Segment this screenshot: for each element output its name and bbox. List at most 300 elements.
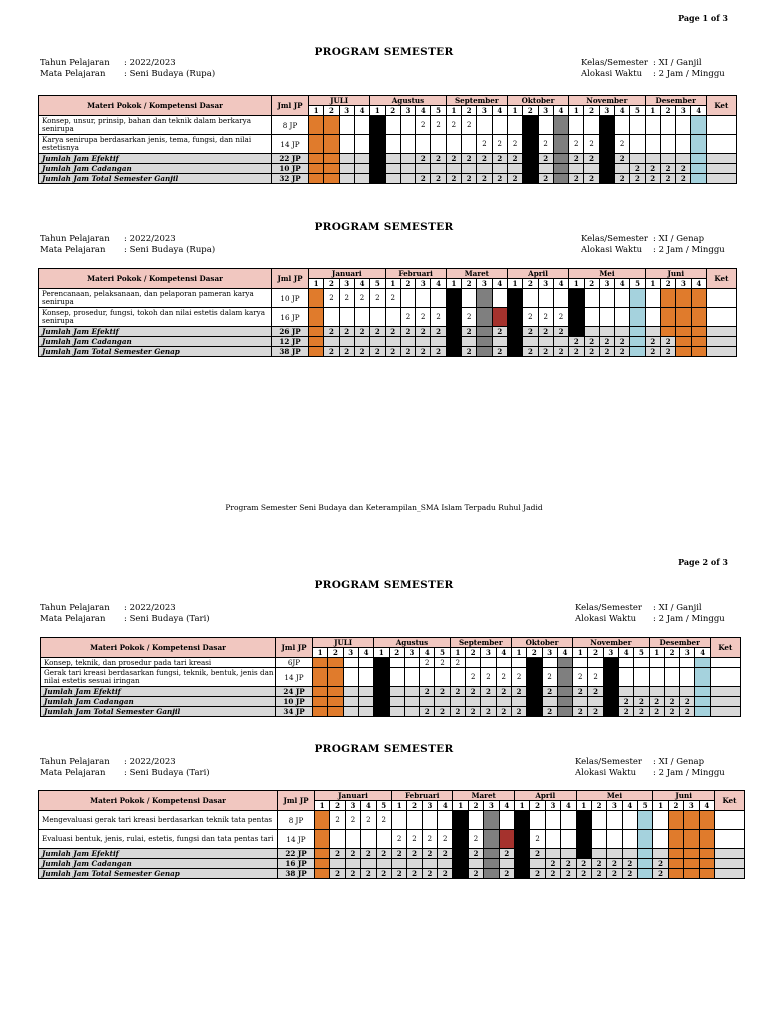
week-cell: 2 xyxy=(561,859,576,869)
header-week: 1 xyxy=(573,648,588,658)
week-cell xyxy=(431,289,446,308)
week-cell: 2 xyxy=(345,849,360,859)
week-cell xyxy=(420,697,435,707)
week-cell: 2 xyxy=(538,174,553,184)
week-cell xyxy=(527,687,542,697)
week-cell xyxy=(615,289,630,308)
table-row xyxy=(39,830,745,849)
row-ket xyxy=(706,327,736,337)
week-cell xyxy=(343,658,358,668)
week-cell xyxy=(660,116,675,135)
week-cell xyxy=(569,327,584,337)
header-week: 5 xyxy=(638,801,653,811)
header-month: Juni xyxy=(645,269,706,279)
week-cell xyxy=(477,308,492,327)
week-cell: 2 xyxy=(523,327,538,337)
header-month: Maret xyxy=(446,269,507,279)
week-cell: 2 xyxy=(422,869,437,879)
header-ket: Ket xyxy=(714,791,744,811)
week-cell: 2 xyxy=(420,707,435,717)
header-week: 2 xyxy=(324,106,339,116)
week-cell xyxy=(638,811,653,830)
week-cell xyxy=(591,830,606,849)
week-cell: 2 xyxy=(538,308,553,327)
week-cell xyxy=(661,308,676,327)
header-month: November xyxy=(573,638,649,648)
week-cell xyxy=(676,308,691,327)
week-cell xyxy=(607,849,622,859)
week-cell: 2 xyxy=(407,830,422,849)
week-cell xyxy=(328,697,343,707)
week-cell: 2 xyxy=(492,154,507,164)
week-cell xyxy=(328,668,343,687)
week-cell: 2 xyxy=(630,164,645,174)
week-cell: 2 xyxy=(492,327,507,337)
week-cell xyxy=(309,135,324,154)
week-cell xyxy=(557,707,572,717)
week-cell xyxy=(339,337,354,347)
week-cell xyxy=(514,869,529,879)
table-row xyxy=(39,135,737,154)
header-week: 3 xyxy=(599,279,614,289)
week-cell: 2 xyxy=(499,869,514,879)
week-cell: 2 xyxy=(507,135,522,154)
week-cell xyxy=(527,658,542,668)
header-week: 3 xyxy=(481,648,496,658)
week-cell: 2 xyxy=(466,707,481,717)
week-cell xyxy=(569,308,584,327)
week-cell xyxy=(385,308,400,327)
row-label: Jumlah Jam Efektif xyxy=(39,154,272,164)
header-week: 3 xyxy=(422,801,437,811)
header-jml-jp: Jml JP xyxy=(272,96,309,116)
week-cell: 2 xyxy=(354,289,369,308)
header-week: 4 xyxy=(438,801,453,811)
summary-row xyxy=(39,327,737,337)
week-cell xyxy=(315,869,330,879)
week-cell xyxy=(462,135,477,154)
week-cell: 2 xyxy=(542,707,557,717)
week-cell xyxy=(416,337,431,347)
row-ket xyxy=(710,697,740,707)
week-cell xyxy=(684,849,699,859)
header-week: 2 xyxy=(462,279,477,289)
week-cell: 2 xyxy=(420,658,435,668)
week-cell xyxy=(653,849,668,859)
row-label: Jumlah Jam Total Semester Genap xyxy=(39,347,272,357)
row-jp: 10 JP xyxy=(272,164,309,174)
week-cell xyxy=(446,135,461,154)
header-week: 4 xyxy=(615,279,630,289)
week-cell xyxy=(462,337,477,347)
week-cell: 2 xyxy=(324,347,339,357)
week-cell xyxy=(645,116,660,135)
week-cell xyxy=(507,337,522,347)
week-cell: 2 xyxy=(576,859,591,869)
week-cell xyxy=(561,849,576,859)
week-cell xyxy=(561,811,576,830)
week-cell: 2 xyxy=(431,347,446,357)
week-cell xyxy=(400,164,415,174)
week-cell: 2 xyxy=(569,337,584,347)
week-cell: 2 xyxy=(511,707,526,717)
row-jp: 14 JP xyxy=(278,830,315,849)
week-cell: 2 xyxy=(607,859,622,869)
row-ket xyxy=(710,658,740,668)
week-cell xyxy=(661,327,676,337)
week-cell xyxy=(573,658,588,668)
week-cell xyxy=(354,116,369,135)
week-cell xyxy=(684,811,699,830)
week-cell xyxy=(630,154,645,164)
summary-row xyxy=(41,687,741,697)
week-cell xyxy=(630,337,645,347)
week-cell: 2 xyxy=(376,869,391,879)
week-cell: 2 xyxy=(591,859,606,869)
week-cell xyxy=(389,668,404,687)
week-cell xyxy=(607,830,622,849)
week-cell xyxy=(309,154,324,164)
week-cell xyxy=(573,697,588,707)
week-cell xyxy=(400,116,415,135)
week-cell xyxy=(370,308,385,327)
week-cell xyxy=(553,337,568,347)
week-cell xyxy=(634,668,649,687)
week-cell xyxy=(370,154,385,164)
week-cell: 2 xyxy=(468,830,483,849)
week-cell: 2 xyxy=(422,849,437,859)
week-cell: 2 xyxy=(431,327,446,337)
week-cell: 2 xyxy=(649,707,664,717)
week-cell: 2 xyxy=(584,154,599,164)
week-cell xyxy=(645,308,660,327)
section-title: PROGRAM SEMESTER xyxy=(314,579,454,591)
week-cell xyxy=(492,337,507,347)
week-cell: 2 xyxy=(450,707,465,717)
week-cell xyxy=(507,327,522,337)
row-label: Jumlah Jam Efektif xyxy=(41,687,276,697)
week-cell: 2 xyxy=(622,869,637,879)
week-cell xyxy=(523,337,538,347)
week-cell: 2 xyxy=(435,687,450,697)
week-cell xyxy=(514,859,529,869)
week-cell xyxy=(542,658,557,668)
week-cell: 2 xyxy=(523,308,538,327)
table-row xyxy=(41,668,741,687)
header-week: 2 xyxy=(324,279,339,289)
week-cell xyxy=(468,859,483,869)
row-ket xyxy=(706,164,736,174)
week-cell xyxy=(376,830,391,849)
week-cell xyxy=(699,849,714,859)
week-cell xyxy=(370,116,385,135)
header-month: JULI xyxy=(309,96,370,106)
week-cell xyxy=(542,697,557,707)
week-cell xyxy=(660,154,675,164)
header-month: Maret xyxy=(453,791,515,801)
week-cell xyxy=(385,116,400,135)
header-week: 2 xyxy=(400,279,415,289)
header-week: 1 xyxy=(511,648,526,658)
week-cell xyxy=(507,308,522,327)
week-cell xyxy=(680,687,695,697)
header-week: 2 xyxy=(468,801,483,811)
header-ket: Ket xyxy=(706,96,736,116)
header-week: 1 xyxy=(649,648,664,658)
week-cell xyxy=(603,687,618,697)
week-cell: 2 xyxy=(468,849,483,859)
week-cell xyxy=(553,116,568,135)
row-jp: 14 JP xyxy=(276,668,313,687)
week-cell xyxy=(584,289,599,308)
week-cell xyxy=(507,116,522,135)
page-footer: Program Semester Seni Budaya dan Keterampilan_SMA Islam Terpadu Ruhul Jadid xyxy=(225,503,543,512)
week-cell: 2 xyxy=(553,347,568,357)
week-cell xyxy=(691,337,706,347)
meta-left: Tahun Pelajaran : 2022/2023 Mata Pelajaran : Seni Budaya (Tari) xyxy=(40,603,210,624)
week-cell: 2 xyxy=(653,869,668,879)
week-cell: 2 xyxy=(496,687,511,697)
summary-row xyxy=(39,859,745,869)
summary-row xyxy=(39,347,737,357)
header-ket: Ket xyxy=(706,269,736,289)
week-cell xyxy=(484,859,499,869)
week-cell: 2 xyxy=(446,154,461,164)
week-cell xyxy=(385,135,400,154)
header-week: 3 xyxy=(607,801,622,811)
week-cell: 2 xyxy=(538,347,553,357)
week-cell xyxy=(514,830,529,849)
week-cell xyxy=(477,337,492,347)
week-cell xyxy=(358,707,373,717)
week-cell xyxy=(664,687,679,697)
row-ket xyxy=(706,347,736,357)
header-week: 4 xyxy=(416,106,431,116)
week-cell xyxy=(309,327,324,337)
week-cell xyxy=(603,658,618,668)
week-cell: 2 xyxy=(542,668,557,687)
week-cell xyxy=(676,337,691,347)
week-cell xyxy=(339,116,354,135)
row-ket xyxy=(714,811,744,830)
header-month: Mei xyxy=(576,791,653,801)
week-cell xyxy=(649,658,664,668)
week-cell xyxy=(450,697,465,707)
row-ket xyxy=(706,337,736,347)
summary-row xyxy=(39,849,745,859)
week-cell: 2 xyxy=(468,869,483,879)
header-week: 3 xyxy=(400,106,415,116)
week-cell xyxy=(339,308,354,327)
week-cell xyxy=(514,811,529,830)
week-cell xyxy=(328,687,343,697)
week-cell xyxy=(653,811,668,830)
week-cell xyxy=(591,849,606,859)
week-cell xyxy=(622,811,637,830)
week-cell: 2 xyxy=(645,174,660,184)
week-cell xyxy=(374,658,389,668)
header-week: 4 xyxy=(557,648,572,658)
row-label: Jumlah Jam Total Semester Ganjil xyxy=(41,707,276,717)
week-cell: 2 xyxy=(615,135,630,154)
week-cell xyxy=(561,830,576,849)
header-week: 2 xyxy=(661,279,676,289)
week-cell xyxy=(438,811,453,830)
week-cell: 2 xyxy=(354,347,369,357)
week-cell: 2 xyxy=(615,174,630,184)
header-week: 2 xyxy=(389,648,404,658)
week-cell: 2 xyxy=(330,869,345,879)
header-week: 1 xyxy=(313,648,328,658)
week-cell xyxy=(619,687,634,697)
week-cell xyxy=(691,327,706,337)
header-week: 1 xyxy=(309,279,324,289)
header-week: 4 xyxy=(496,648,511,658)
row-jp: 22 JP xyxy=(278,849,315,859)
week-cell xyxy=(407,859,422,869)
summary-row xyxy=(39,154,737,164)
header-week: 5 xyxy=(630,106,645,116)
week-cell xyxy=(343,668,358,687)
week-cell: 2 xyxy=(345,811,360,830)
summary-row xyxy=(41,697,741,707)
week-cell xyxy=(523,154,538,164)
week-cell: 2 xyxy=(466,668,481,687)
week-cell xyxy=(599,174,614,184)
week-cell xyxy=(343,697,358,707)
header-week: 1 xyxy=(391,801,406,811)
week-cell xyxy=(400,135,415,154)
row-label: Jumlah Jam Cadangan xyxy=(39,859,278,869)
week-cell xyxy=(630,116,645,135)
header-week: 2 xyxy=(330,801,345,811)
row-jp: 38 JP xyxy=(272,347,309,357)
section-title: PROGRAM SEMESTER xyxy=(314,46,454,58)
week-cell: 2 xyxy=(649,697,664,707)
week-cell: 2 xyxy=(477,135,492,154)
week-cell xyxy=(668,859,683,869)
week-cell xyxy=(389,658,404,668)
week-cell xyxy=(450,668,465,687)
week-cell xyxy=(676,135,691,154)
week-cell xyxy=(343,687,358,697)
week-cell xyxy=(523,135,538,154)
week-cell xyxy=(370,135,385,154)
week-cell: 2 xyxy=(481,687,496,697)
header-materi: Materi Pokok / Kompetensi Dasar xyxy=(39,791,278,811)
week-cell xyxy=(309,164,324,174)
week-cell xyxy=(553,164,568,174)
week-cell xyxy=(676,289,691,308)
week-cell xyxy=(527,668,542,687)
week-cell xyxy=(431,164,446,174)
row-jp: 12 JP xyxy=(272,337,309,347)
table-row xyxy=(39,289,737,308)
week-cell xyxy=(691,116,706,135)
week-cell xyxy=(545,811,560,830)
page-number: Page 2 of 3 xyxy=(678,557,728,567)
week-cell xyxy=(477,327,492,337)
week-cell: 2 xyxy=(576,869,591,879)
week-cell xyxy=(389,707,404,717)
week-cell xyxy=(645,135,660,154)
week-cell xyxy=(664,658,679,668)
week-cell xyxy=(499,859,514,869)
week-cell xyxy=(416,289,431,308)
week-cell xyxy=(557,658,572,668)
week-cell: 2 xyxy=(653,859,668,869)
week-cell xyxy=(453,830,468,849)
week-cell xyxy=(699,859,714,869)
week-cell: 2 xyxy=(438,830,453,849)
week-cell xyxy=(691,347,706,357)
header-week: 3 xyxy=(538,106,553,116)
row-jp: 16 JP xyxy=(278,859,315,869)
header-week: 2 xyxy=(527,648,542,658)
week-cell xyxy=(676,327,691,337)
week-cell: 2 xyxy=(634,707,649,717)
week-cell: 2 xyxy=(664,707,679,717)
week-cell xyxy=(313,687,328,697)
week-cell: 2 xyxy=(622,859,637,869)
header-week: 4 xyxy=(553,106,568,116)
week-cell xyxy=(615,308,630,327)
week-cell xyxy=(691,308,706,327)
header-week: 1 xyxy=(569,106,584,116)
week-cell: 2 xyxy=(431,308,446,327)
summary-row xyxy=(39,174,737,184)
header-week: 2 xyxy=(584,279,599,289)
week-cell: 2 xyxy=(361,811,376,830)
week-cell: 2 xyxy=(354,327,369,337)
header-week: 3 xyxy=(339,106,354,116)
week-cell xyxy=(391,859,406,869)
week-cell: 2 xyxy=(569,174,584,184)
week-cell: 2 xyxy=(481,707,496,717)
week-cell xyxy=(599,164,614,174)
week-cell xyxy=(660,135,675,154)
header-week: 1 xyxy=(446,106,461,116)
header-month: Desember xyxy=(649,638,710,648)
semester-table xyxy=(38,95,737,184)
week-cell xyxy=(557,668,572,687)
header-month: Oktober xyxy=(507,96,568,106)
week-cell: 2 xyxy=(431,116,446,135)
header-week: 1 xyxy=(370,106,385,116)
week-cell: 2 xyxy=(492,347,507,357)
semester-table xyxy=(38,268,737,357)
week-cell xyxy=(538,164,553,174)
week-cell: 2 xyxy=(661,347,676,357)
header-week: 4 xyxy=(358,648,373,658)
week-cell xyxy=(699,830,714,849)
week-cell xyxy=(653,830,668,849)
week-cell: 2 xyxy=(462,347,477,357)
week-cell xyxy=(339,135,354,154)
week-cell xyxy=(619,668,634,687)
week-cell: 2 xyxy=(573,687,588,697)
week-cell: 2 xyxy=(420,687,435,697)
week-cell xyxy=(557,697,572,707)
week-cell: 2 xyxy=(569,135,584,154)
header-materi: Materi Pokok / Kompetensi Dasar xyxy=(39,269,272,289)
section-title: PROGRAM SEMESTER xyxy=(314,743,454,755)
week-cell xyxy=(324,164,339,174)
header-month: Mei xyxy=(569,269,646,279)
header-month: Agustus xyxy=(374,638,451,648)
week-cell xyxy=(481,658,496,668)
week-cell xyxy=(453,859,468,869)
